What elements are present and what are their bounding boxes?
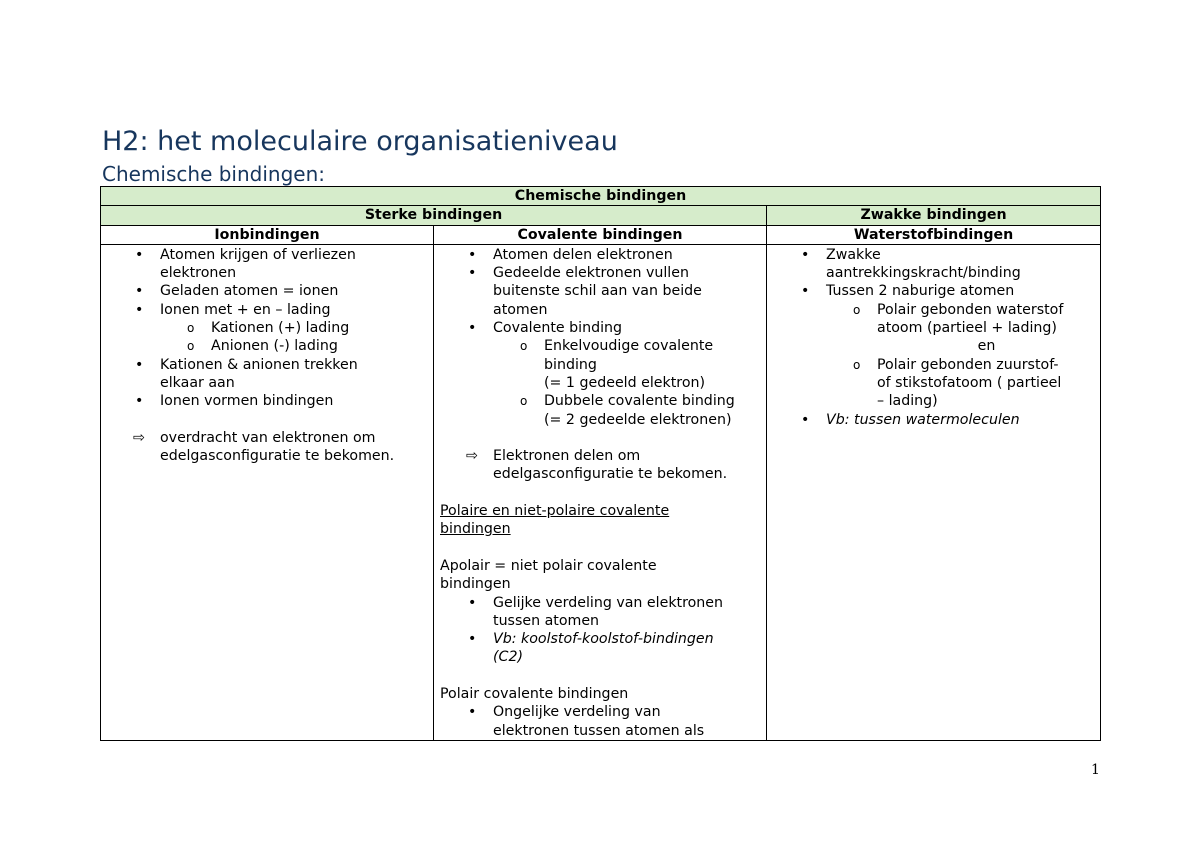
bullet-icon: •: [468, 265, 477, 282]
weak-bonds-header: Zwakke bindingen: [767, 206, 1101, 225]
sub-list-item-continuation: (= 1 gedeeld elektron): [544, 374, 706, 391]
paragraph-text: Apolair = niet polair covalente: [440, 557, 657, 574]
list-item: • Gelijke verdeling van elektronen: [468, 594, 724, 611]
page-number: 1: [1091, 762, 1100, 778]
sub-list-item: o Kationen (+) lading: [187, 320, 350, 337]
circle-bullet-icon: o: [187, 339, 195, 354]
bullet-icon: •: [135, 283, 144, 300]
sub-list-item: o Anionen (-) lading: [187, 338, 338, 355]
list-item-continuation: buitenste schil aan van beide: [493, 283, 702, 300]
bullet-icon: •: [135, 301, 144, 318]
list-item: • Kationen & anionen trekken: [135, 356, 358, 373]
arrow-right-icon: ⇨: [133, 429, 145, 446]
covalent-bonds-cell: [434, 244, 767, 740]
bullet-icon: •: [468, 246, 477, 263]
paragraph-text: bindingen: [440, 576, 511, 593]
sub-list-item: o Enkelvoudige covalente: [520, 338, 714, 355]
bullet-icon: •: [801, 246, 810, 263]
circle-bullet-icon: o: [853, 357, 861, 372]
list-item: • Zwakke: [801, 246, 881, 263]
sub-list-item-continuation: en: [977, 338, 996, 355]
subheading-polar-continuation: bindingen: [440, 521, 511, 538]
list-item-continuation: (C2): [493, 649, 524, 666]
arrow-item-continuation: edelgasconfiguratie te bekomen.: [160, 448, 395, 465]
ion-bonds-cell: [101, 244, 434, 740]
bullet-icon: •: [135, 393, 144, 410]
list-item: • Geladen atomen = ionen: [135, 283, 339, 300]
bindings-table: [100, 186, 1101, 741]
circle-bullet-icon: o: [520, 339, 528, 354]
paragraph-text: Polair covalente bindingen: [440, 686, 629, 703]
list-item-continuation: elkaar aan: [160, 374, 235, 391]
list-item: • Tussen 2 naburige atomen: [801, 283, 1015, 300]
sub-list-item-continuation: (= 2 gedeelde elektronen): [544, 411, 732, 428]
list-item-continuation: elektronen: [160, 265, 237, 282]
sub-list-item-continuation: atoom (partieel + lading): [877, 320, 1057, 337]
bullet-icon: •: [468, 320, 477, 337]
strong-bonds-header: Sterke bindingen: [101, 206, 767, 225]
circle-bullet-icon: o: [853, 302, 861, 317]
list-item-continuation: atomen: [493, 301, 548, 318]
circle-bullet-icon: o: [187, 321, 195, 336]
sub-list-item-continuation: binding: [544, 356, 597, 373]
bullet-icon: •: [468, 704, 477, 721]
subheading-polar: Polaire en niet-polaire covalente: [440, 503, 670, 520]
list-item: • Covalente binding: [468, 320, 623, 337]
bullet-icon: •: [135, 246, 144, 263]
list-item-continuation: aantrekkingskracht/binding: [826, 265, 1021, 282]
list-item: • Atomen delen elektronen: [468, 246, 673, 263]
list-item: • Ionen vormen bindingen: [135, 393, 334, 410]
list-item-example: • Vb: tussen watermoleculen: [801, 411, 1020, 428]
circle-bullet-icon: o: [520, 394, 528, 409]
arrow-right-icon: ⇨: [466, 448, 478, 465]
bullet-icon: •: [135, 356, 144, 373]
sub-list-item-continuation: – lading): [877, 393, 938, 410]
list-item: • Ongelijke verdeling van: [468, 704, 661, 721]
sub-list-item: o Polair gebonden waterstof: [853, 301, 1064, 318]
arrow-item: ⇨ Elektronen delen om: [466, 448, 641, 465]
bullet-icon: •: [468, 594, 477, 611]
list-item: • Gedeelde elektronen vullen: [468, 265, 689, 282]
list-item-example: • Vb: koolstof-koolstof-bindingen: [468, 631, 714, 648]
list-item: • Ionen met + en – lading: [135, 301, 331, 318]
arrow-item: ⇨ overdracht van elektronen om: [133, 429, 376, 446]
sub-list-item-continuation: of stikstofatoom ( partieel: [877, 374, 1062, 391]
section-heading: Chemische bindingen:: [102, 162, 326, 186]
list-item: • Atomen krijgen of verliezen: [135, 246, 356, 263]
document-title: H2: het moleculaire organisatieniveau: [102, 126, 618, 157]
table-header: Chemische bindingen: [101, 187, 1101, 206]
bullet-icon: •: [801, 411, 810, 428]
column-header-hydrogen: Waterstofbindingen: [767, 225, 1101, 244]
arrow-item-continuation: edelgasconfiguratie te bekomen.: [493, 466, 728, 483]
hydrogen-bonds-cell: [767, 244, 1101, 740]
bullet-icon: •: [801, 283, 810, 300]
column-header-ion: Ionbindingen: [101, 225, 434, 244]
sub-list-item: o Dubbele covalente binding: [520, 393, 735, 410]
sub-list-item: o Polair gebonden zuurstof-: [853, 356, 1059, 373]
list-item-continuation: elektronen tussen atomen als: [493, 722, 705, 739]
bullet-icon: •: [468, 631, 477, 648]
column-header-covalent: Covalente bindingen: [434, 225, 767, 244]
list-item-continuation: tussen atomen: [493, 612, 600, 629]
